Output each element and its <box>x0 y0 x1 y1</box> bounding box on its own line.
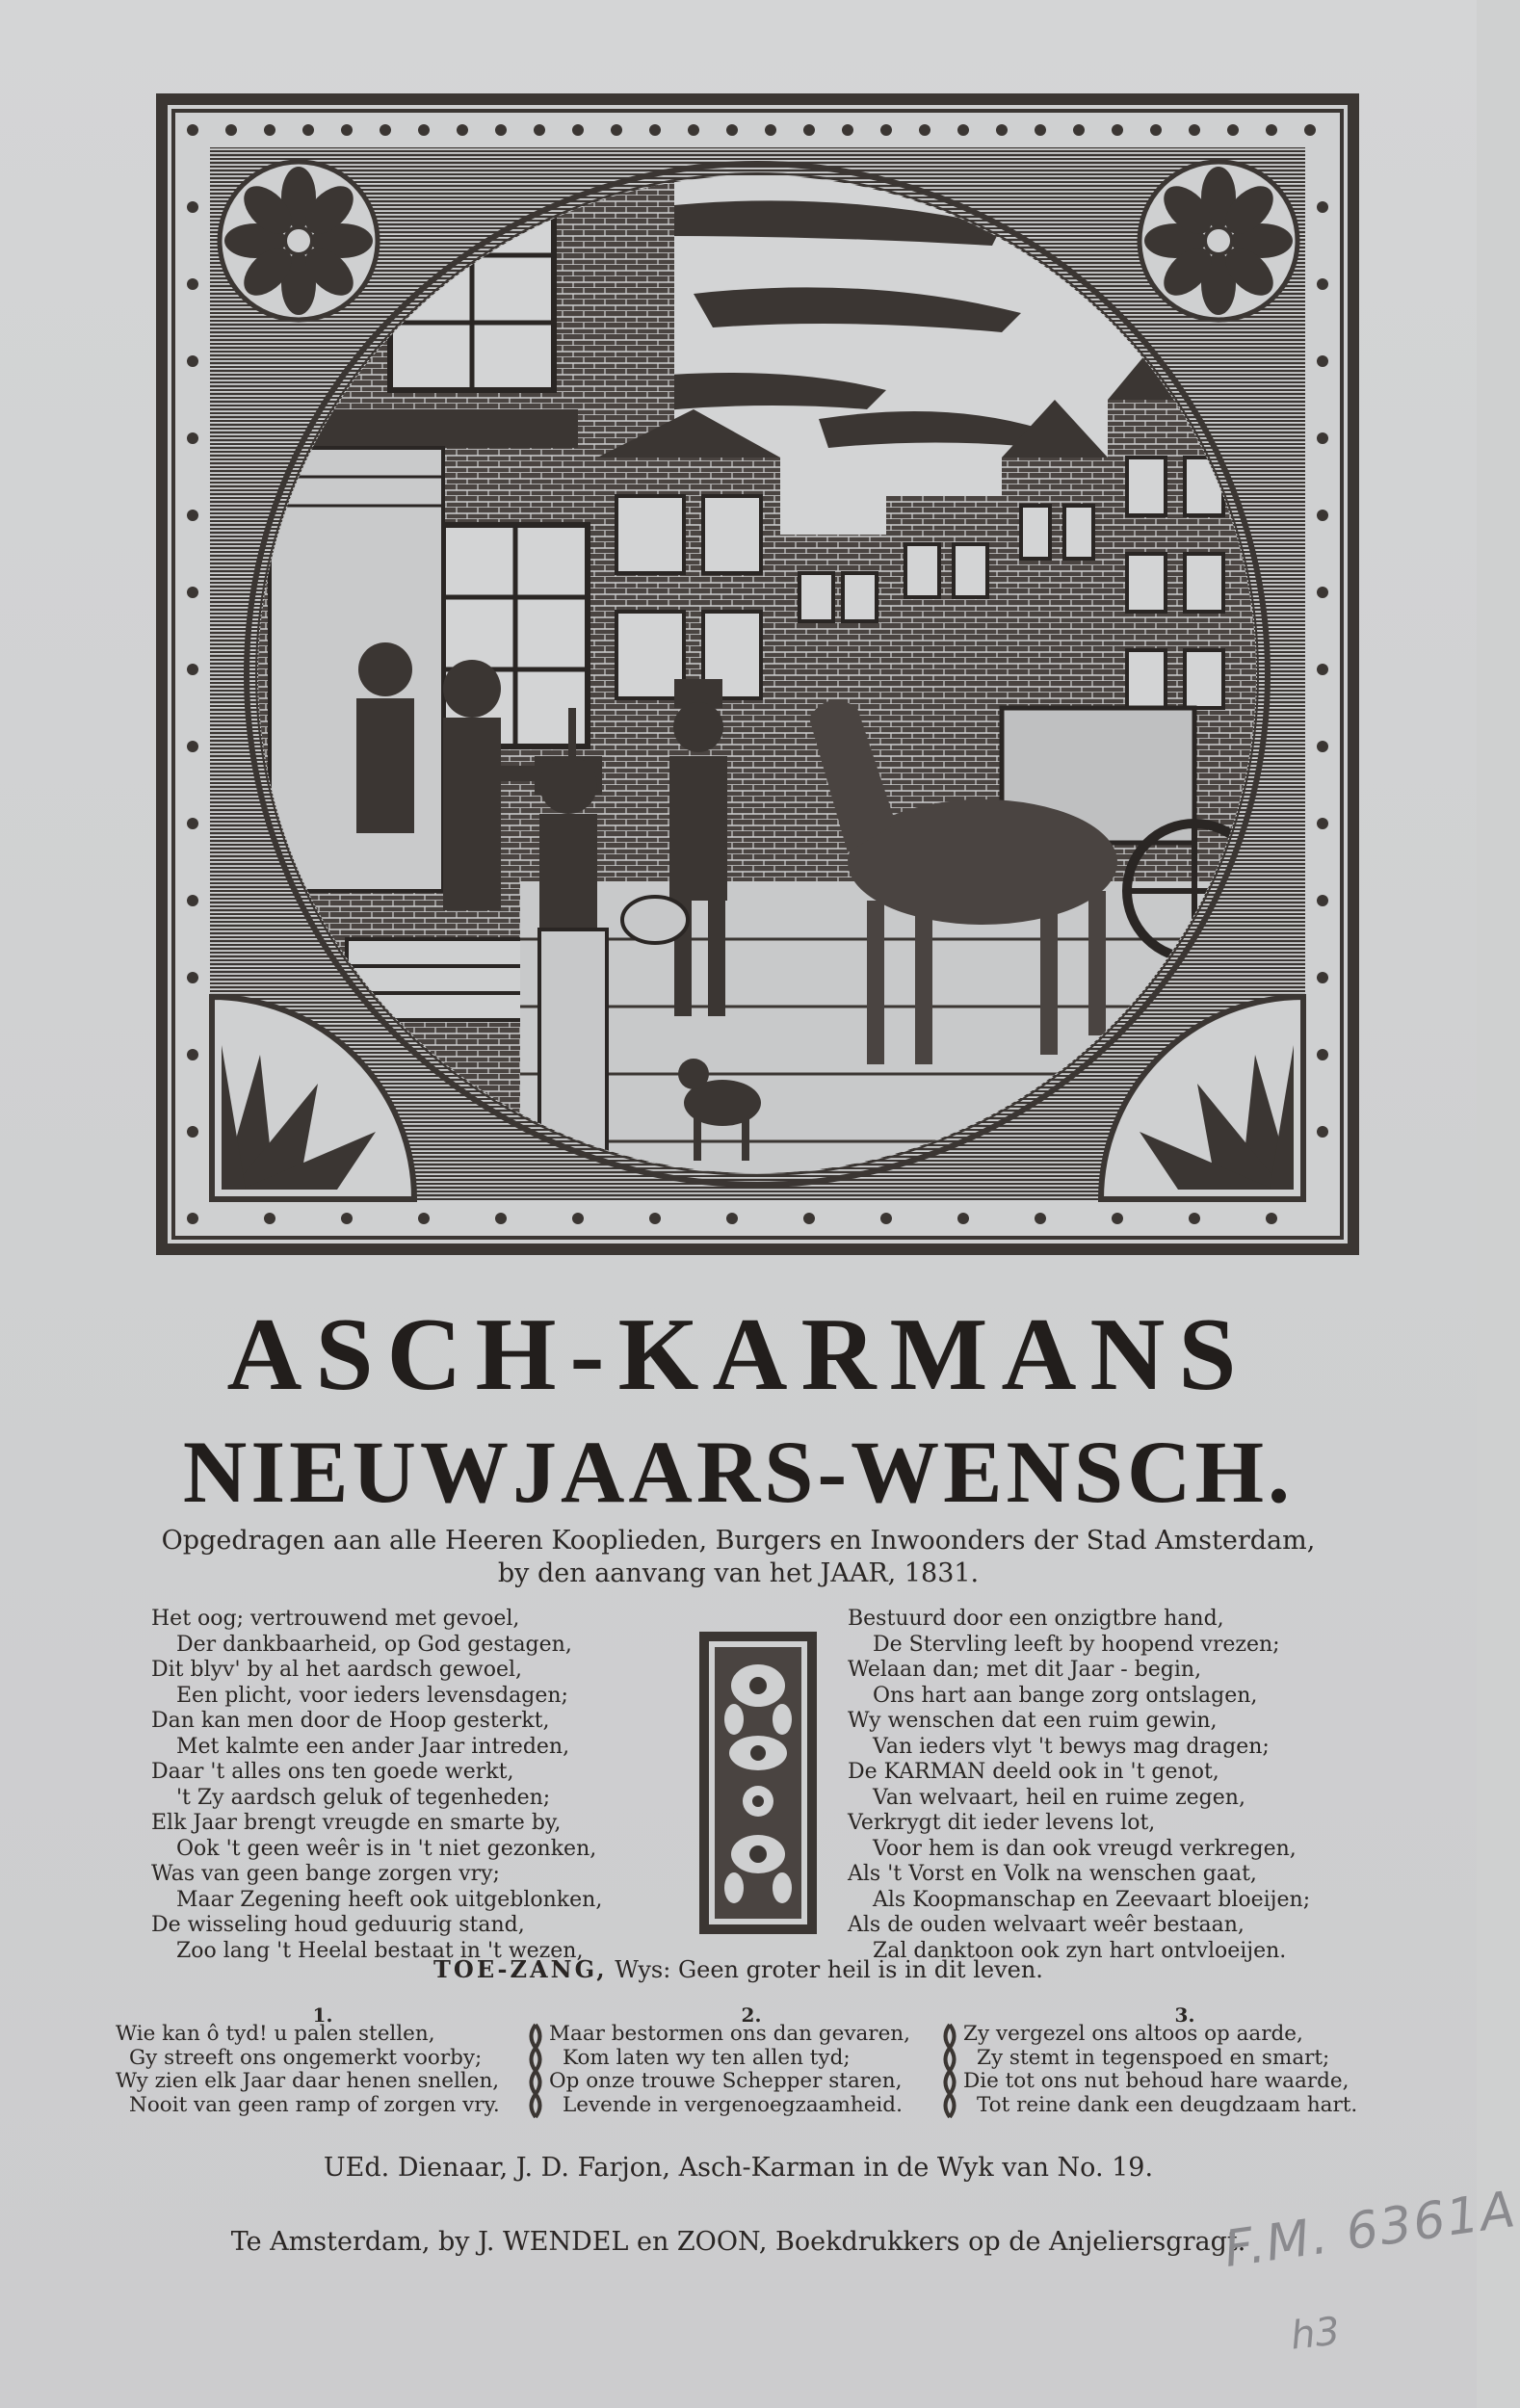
subtitle-line-1: Opgedragen aan alle Heeren Kooplieden, Burgers en Inwoonders der Stad Amsterdam, <box>161 1526 1316 1556</box>
stanza-3 <box>963 2003 1406 2117</box>
poem-line: Welaan dan; met dit Jaar - begin, <box>848 1658 1202 1682</box>
stanza-line: Op onze trouwe Schepper staren, <box>549 2069 903 2093</box>
printer-imprint: Te Amsterdam, by J. WENDEL en ZOON, Boekdrukkers op de Anjeliersgragt. <box>230 2227 1246 2257</box>
central-ornament-icon <box>695 1628 821 1938</box>
stanza-1 <box>116 2003 530 2117</box>
title-line-2: NIEUWJAARS-WENSCH. <box>182 1423 1295 1521</box>
stanza-line: Nooit van geen ramp of zorgen vry. <box>129 2092 500 2117</box>
poem-line: Van ieders vlyt 't bewys mag dragen; <box>873 1734 1270 1759</box>
stanza-number: 3. <box>1174 2003 1195 2027</box>
poem-line: Verkrygt dit ieder levens lot, <box>848 1811 1156 1835</box>
stanza-line: Zy stemt in tegenspoed en smart; <box>977 2045 1330 2070</box>
stanza-line: Gy streeft ons ongemerkt voorby; <box>129 2045 483 2070</box>
subtitle <box>0 1525 1477 1590</box>
woodcut-illustration <box>154 92 1361 1257</box>
stanza-number: 2. <box>741 2003 762 2027</box>
poem-right-column <box>848 1607 1387 1964</box>
toe-zang-tune: Wys: Geen groter heil is in dit leven. <box>615 1956 1043 1983</box>
poem-line: 't Zy aardsch geluk of tegenheden; <box>176 1785 551 1810</box>
poem-line: Bestuurd door een onzigtbre hand, <box>848 1607 1224 1631</box>
stanza-line: Maar bestormen ons dan gevaren, <box>549 2022 910 2046</box>
vine-ornament-icon <box>525 2023 546 2119</box>
stanza-line: Wie kan ô tyd! u palen stellen, <box>116 2022 435 2046</box>
vine-ornament-icon <box>939 2023 960 2119</box>
poem-line: Was van geen bange zorgen vry; <box>151 1862 500 1886</box>
stanza-line: Zy vergezel ons altoos op aarde, <box>963 2022 1303 2046</box>
poem-line: De Stervling leeft by hoopend vrezen; <box>873 1632 1280 1657</box>
poem-line: Ook 't geen weêr is in 't niet gezonken, <box>176 1836 597 1861</box>
poem-line: Der dankbaarheid, op God gestagen, <box>176 1632 572 1657</box>
poem-line: Zoo lang 't Heelal bestaat in 't wezen, <box>176 1938 584 1963</box>
poem-line: Als 't Vorst en Volk na wenschen gaat, <box>848 1862 1257 1886</box>
stanza-line: Levende in vergenoegzaamheid. <box>563 2092 903 2117</box>
poem-line: Een plicht, voor ieders levensdagen; <box>176 1683 568 1708</box>
stanza-line: Wy zien elk Jaar daar henen snellen, <box>116 2069 500 2093</box>
poem-line: Dit blyv' by al het aardsch gewoel, <box>151 1658 523 1682</box>
handwritten-catalog-note: F.M. 6361A <box>1220 2181 1520 2279</box>
poem-line: Als de ouden welvaart weêr bestaan, <box>848 1913 1245 1937</box>
toe-zang-heading <box>0 1955 1477 1983</box>
poem-line: Daar 't alles ons ten goede werkt, <box>151 1760 514 1784</box>
poem-line: Als Koopmanschap en Zeevaart bloeijen; <box>873 1887 1311 1912</box>
poem-line: Het oog; vertrouwend met gevoel, <box>151 1607 520 1631</box>
poem-line: De wisseling houd geduurig stand, <box>151 1913 525 1937</box>
stanza-line: Tot reine dank een deugdzaam hart. <box>977 2092 1358 2117</box>
poem-line: De KARMAN deeld ook in 't genot, <box>848 1760 1219 1784</box>
title-line-1: ASCH-KARMANS <box>226 1297 1250 1412</box>
poem-line: Van welvaart, heil en ruime zegen, <box>873 1785 1245 1810</box>
poem-line: Maar Zegening heeft ook uitgeblonken, <box>176 1887 603 1912</box>
poem-line: Wy wenschen dat een ruim gewin, <box>848 1709 1218 1733</box>
poem-left-column <box>151 1607 671 1964</box>
stanza-2 <box>549 2003 954 2117</box>
stanza-number: 1. <box>312 2003 333 2027</box>
toe-zang-label: TOE-ZANG, <box>433 1955 608 1983</box>
poem-line: Voor hem is dan ook vreugd verkregen, <box>873 1836 1297 1861</box>
stanza-line: Kom laten wy ten allen tyd; <box>563 2045 851 2070</box>
poem-line: Zal danktoon ook zyn hart ontvloeijen. <box>873 1938 1287 1963</box>
poem-line: Ons hart aan bange zorg ontslagen, <box>873 1683 1258 1708</box>
poem-line: Dan kan men door de Hoop gesterkt, <box>151 1709 550 1733</box>
poem-line: Elk Jaar brengt vreugde en smarte by, <box>151 1811 562 1835</box>
subtitle-line-2: by den aanvang van het JAAR, 1831. <box>497 1558 980 1588</box>
stanza-line: Die tot ons nut behoud hare waarde, <box>963 2069 1350 2093</box>
poem-line: Met kalmte een ander Jaar intreden, <box>176 1734 570 1759</box>
handwritten-note-2: h3 <box>1288 2309 1343 2359</box>
signature-line: UEd. Dienaar, J. D. Farjon, Asch-Karman in de Wyk van No. 19. <box>323 2153 1154 2183</box>
